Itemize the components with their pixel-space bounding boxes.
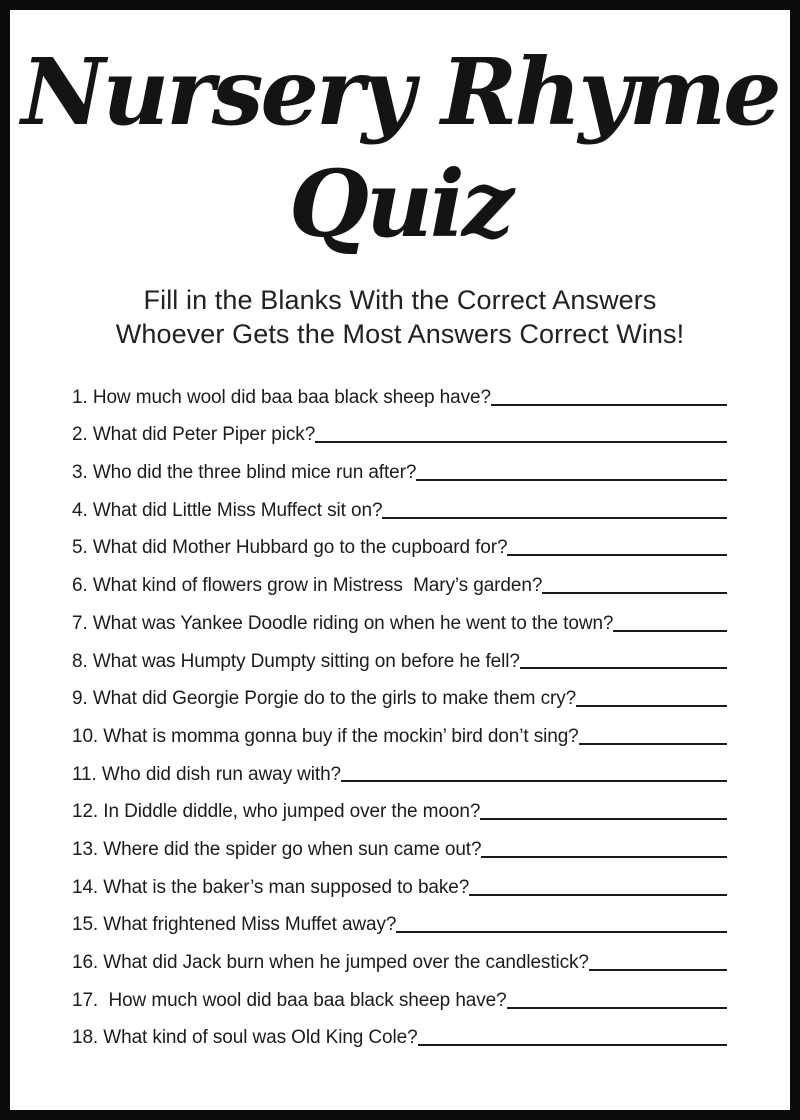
answer-blank-line [542,592,727,594]
answer-blank-line [589,969,727,971]
subtitle-line1: Fill in the Blanks With the Correct Answers [143,285,657,316]
question-row [72,974,727,1012]
answer-blank-line [469,894,727,896]
question-row [72,597,727,635]
question-text: 9. What did Georgie Porgie do to the girls to make them cry? [72,688,577,710]
quiz-subtitle [10,284,790,350]
answer-blank-line [576,705,727,707]
quiz-title-line2: Quiz [288,150,512,259]
question-text: 11. Who did dish run away with? [72,763,342,785]
question-row [72,748,727,786]
quiz-title [10,36,790,260]
question-text: 8. What was Humpty Dumpty sitting on before he fell? [72,650,520,672]
question-text: 10. What is momma gonna buy if the mockin’ bird don’t sing? [72,725,579,747]
question-text: 15. What frightened Miss Muffet away? [72,914,397,936]
answer-blank-line [507,1007,727,1009]
question-list [10,371,790,1049]
answer-blank-line [416,479,727,481]
question-row [72,559,727,597]
question-text: 14. What is the baker’s man supposed to bake? [72,876,470,898]
question-row [72,371,727,409]
question-row [72,409,727,447]
answer-blank-line [341,780,727,782]
answer-blank-line [481,856,727,858]
question-row [72,635,727,673]
answer-blank-line [396,931,727,933]
answer-blank-line [507,554,727,556]
answer-blank-line [579,743,727,745]
question-text: 5. What did Mother Hubbard go to the cupboard for? [72,537,508,559]
answer-blank-line [382,517,727,519]
question-row [72,522,727,560]
question-row [72,899,727,937]
question-row [72,484,727,522]
question-text: 6. What kind of flowers grow in Mistress Mary’s garden? [72,575,543,597]
question-text: 1. How much wool did baa baa black sheep have? [72,386,491,408]
question-row [72,785,727,823]
question-text: 16. What did Jack burn when he jumped over the candlestick? [72,952,589,974]
subtitle-line2: Whoever Gets the Most Answers Correct Wins! [115,318,685,349]
question-text: 7. What was Yankee Doodle riding on when he went to the town? [72,612,614,634]
question-row [72,1012,727,1050]
question-text: 3. Who did the three blind mice run after? [72,462,417,484]
answer-blank-line [480,818,727,820]
question-text: 18. What kind of soul was Old King Cole? [72,1027,418,1049]
question-row [72,710,727,748]
answer-blank-line [520,667,727,669]
question-row [72,672,727,710]
question-row [72,823,727,861]
question-row [72,936,727,974]
answer-blank-line [613,630,727,632]
answer-blank-line [418,1044,727,1046]
question-text: 13. Where did the spider go when sun came out? [72,838,482,860]
question-text: 17. How much wool did baa baa black sheep have? [72,989,507,1011]
question-row [72,446,727,484]
answer-blank-line [315,441,727,443]
question-text: 2. What did Peter Piper pick? [72,424,316,446]
question-text: 12. In Diddle diddle, who jumped over the moon? [72,801,481,823]
quiz-title-line1: Nursery Rhyme [21,38,779,146]
question-row [72,861,727,899]
answer-blank-line [491,404,727,406]
question-text: 4. What did Little Miss Muffect sit on? [72,499,383,521]
